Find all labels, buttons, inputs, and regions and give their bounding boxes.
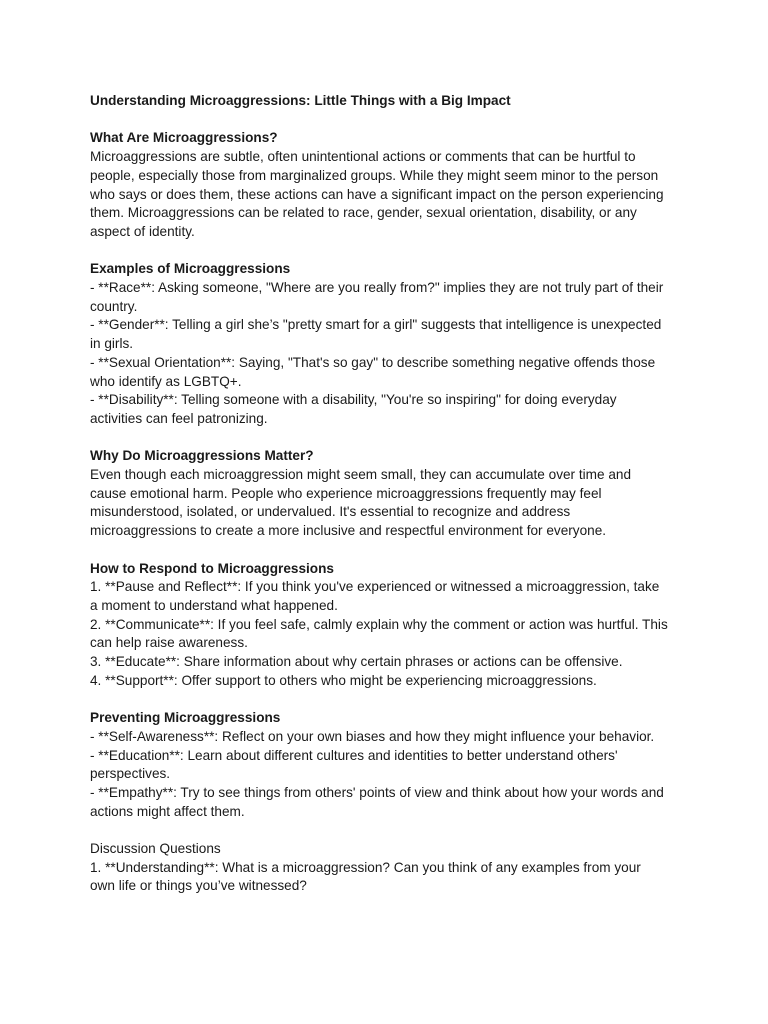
section-how-to-respond (90, 560, 690, 691)
section-heading: Why Do Microaggressions Matter? (90, 448, 314, 464)
paragraph-line: microaggressions to create a more inclusive and respectful environment for everyone. (90, 523, 607, 539)
section-examples (90, 260, 690, 428)
paragraph-line: cause emotional harm. People who experience microaggressions frequently may feel (90, 485, 602, 501)
list-item-line: - **Disability**: Telling someone with a disability, "You're so inspiring" for doing everyday (90, 392, 617, 408)
spacer (90, 821, 690, 840)
list-item-line: - **Self-Awareness**: Reflect on your own biases and how they might influence your behavior. (90, 728, 655, 744)
list-item-line: - **Gender**: Telling a girl she’s "pretty smart for a girl" suggests that intelligence is unexpected (90, 317, 662, 333)
list-item-line: - **Sexual Orientation**: Saying, "That's so gay" to describe something negative offends those (90, 354, 656, 370)
list-item-line: - **Education**: Learn about different cultures and identities to better understand others' (90, 747, 618, 763)
spacer (90, 111, 690, 130)
section-preventing (90, 709, 690, 821)
list-item-line: 1. **Pause and Reflect**: If you think you've experienced or witnessed a microaggression, take (90, 579, 660, 595)
list-item-line: actions might affect them. (90, 803, 245, 819)
paragraph-line: Microaggressions are subtle, often unintentional actions or comments that can be hurtful to (90, 149, 636, 165)
section-what-are-microaggressions (90, 129, 690, 241)
list-item-line: perspectives. (90, 766, 171, 782)
section-heading: Discussion Questions (90, 841, 221, 857)
section-discussion-questions (90, 840, 690, 896)
list-item-line: activities can feel patronizing. (90, 410, 268, 426)
paragraph-line: them. Microaggressions can be related to race, gender, sexual orientation, disability, or any (90, 205, 637, 221)
section-why-matter (90, 447, 690, 541)
paragraph-line: Even though each microaggression might seem small, they can accumulate over time and (90, 467, 632, 483)
list-item-line: own life or things you’ve witnessed? (90, 878, 307, 894)
paragraph-line: people, especially those from marginalized groups. While they might seem minor to the person (90, 167, 659, 183)
spacer (90, 429, 690, 448)
paragraph-line: who says or does them, these actions can have a significant impact on the person experiencing (90, 186, 664, 202)
list-item-line: 1. **Understanding**: What is a microaggression? Can you think of any examples from your (90, 859, 641, 875)
list-item-line: country. (90, 298, 138, 314)
list-item-line: a moment to understand what happened. (90, 597, 338, 613)
paragraph-line: aspect of identity. (90, 223, 195, 239)
section-heading: How to Respond to Microaggressions (90, 560, 334, 576)
list-item-line: in girls. (90, 336, 134, 352)
list-item-line: who identify as LGBTQ+. (90, 373, 242, 389)
list-item-line: can help raise awareness. (90, 635, 248, 651)
spacer (90, 690, 690, 709)
list-item-line: 3. **Educate**: Share information about why certain phrases or actions can be offensive. (90, 654, 623, 670)
list-item-line: 2. **Communicate**: If you feel safe, calmly explain why the comment or action was hurtful. This (90, 616, 668, 632)
section-heading: Preventing Microaggressions (90, 710, 281, 726)
list-item-line: - **Empathy**: Try to see things from others' points of view and think about how your words and (90, 784, 664, 800)
section-heading: What Are Microaggressions? (90, 130, 278, 146)
document-title: Understanding Microaggressions: Little Things with a Big Impact (90, 93, 511, 108)
list-item-line: 4. **Support**: Offer support to others who might be experiencing microaggressions. (90, 672, 597, 688)
document-page (90, 92, 690, 896)
paragraph-line: misunderstood, isolated, or undervalued. It's essential to recognize and address (90, 504, 571, 520)
spacer (90, 541, 690, 560)
spacer (90, 242, 690, 261)
list-item-line: - **Race**: Asking someone, "Where are you really from?" implies they are not truly part of their (90, 280, 664, 295)
section-heading: Examples of Microaggressions (90, 261, 291, 277)
